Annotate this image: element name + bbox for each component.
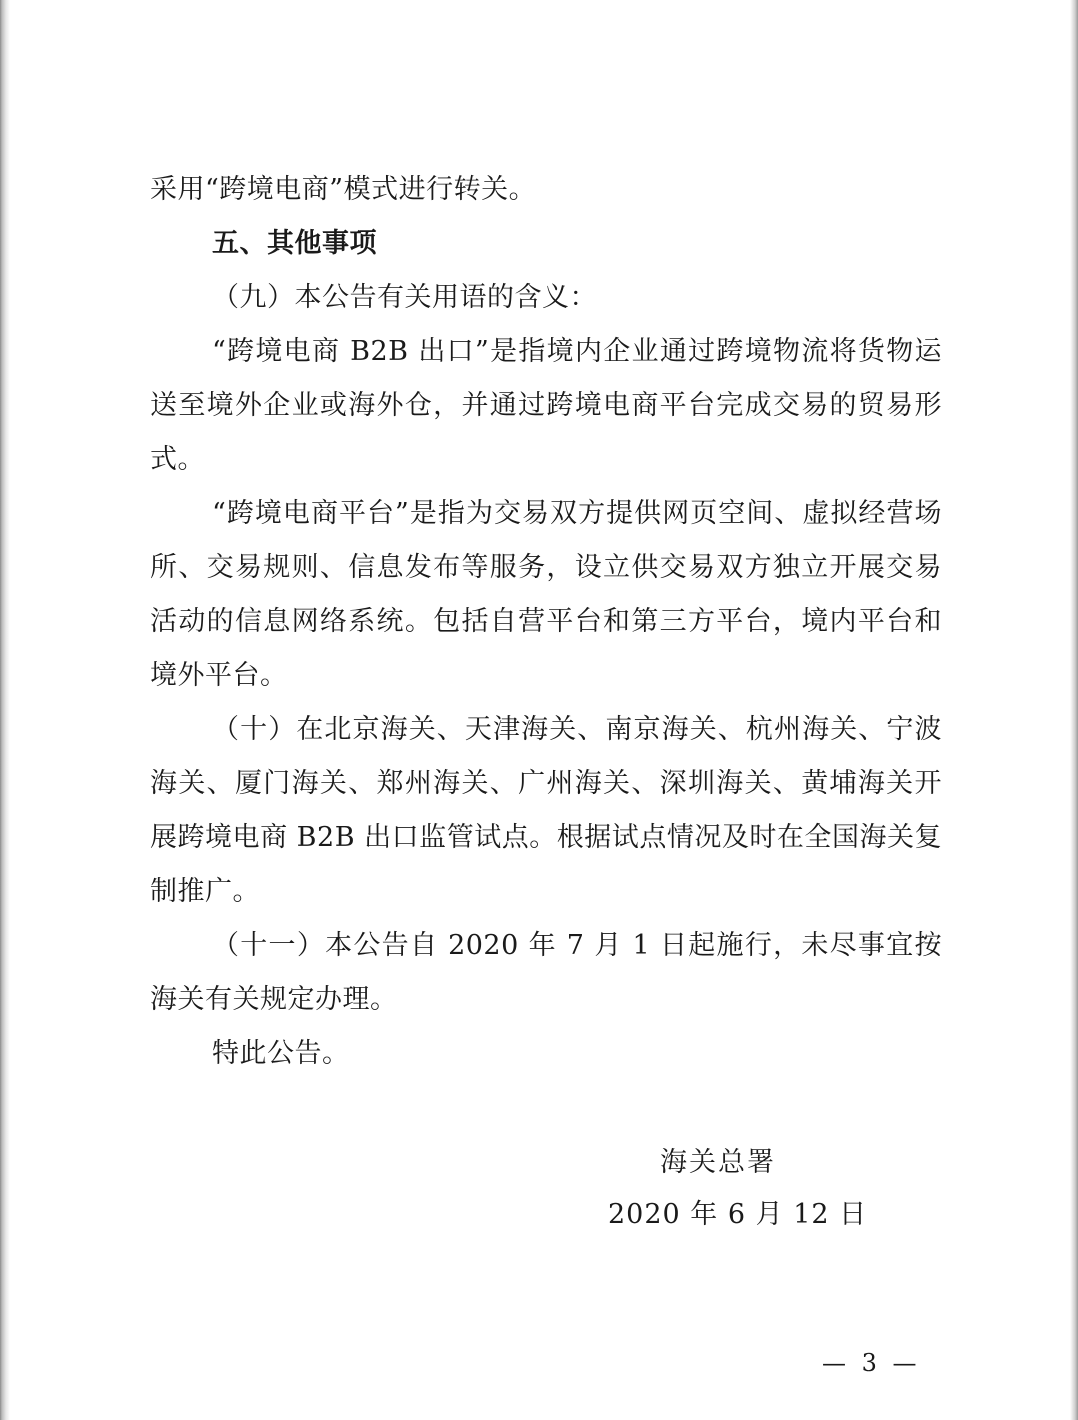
signature-date: 2020 年 6 月 12 日 [608,1199,868,1230]
paragraph-item-9-terms: （九）本公告有关用语的含义： [212,282,597,313]
paragraph-item-10-pilot: （十）在北京海关、天津海关、南京海关、杭州海关、宁波海关、厦门海关、郑州海关、广州海关、深圳海关、黄埔海关开展跨境电商 B2B 出口监管试点。根据试点情况及时在全国海关复制推广。 [150,714,942,907]
section-heading-other-matters: 五、其他事项 [212,228,377,259]
signature-issuer: 海关总署 [660,1147,776,1178]
page-edge-shadow-right [1070,0,1078,1420]
paragraph-item-11-effective-date: （十一）本公告自 2020 年 7 月 1 日起施行，未尽事宜按海关有关规定办理。 [150,930,942,1015]
page-number: — 3 — [822,1349,921,1377]
paragraph-definition-b2b-export: “跨境电商 B2B 出口”是指境内企业通过跨境物流将货物运送至境外企业或海外仓，并通过跨境电商平台完成交易的贸易形式。 [150,336,942,475]
page-edge-shadow-left [0,0,10,1420]
paragraph-definition-platform: “跨境电商平台”是指为交易双方提供网页空间、虚拟经营场所、交易规则、信息发布等服务，设立供交易双方独立开展交易活动的信息网络系统。包括自营平台和第三方平台，境内平台和境外平台。 [150,498,942,691]
paragraph-closing: 特此公告。 [212,1038,350,1069]
paragraph-transit-continuation: 采用“跨境电商”模式进行转关。 [150,174,537,205]
document-body [150,163,942,1081]
